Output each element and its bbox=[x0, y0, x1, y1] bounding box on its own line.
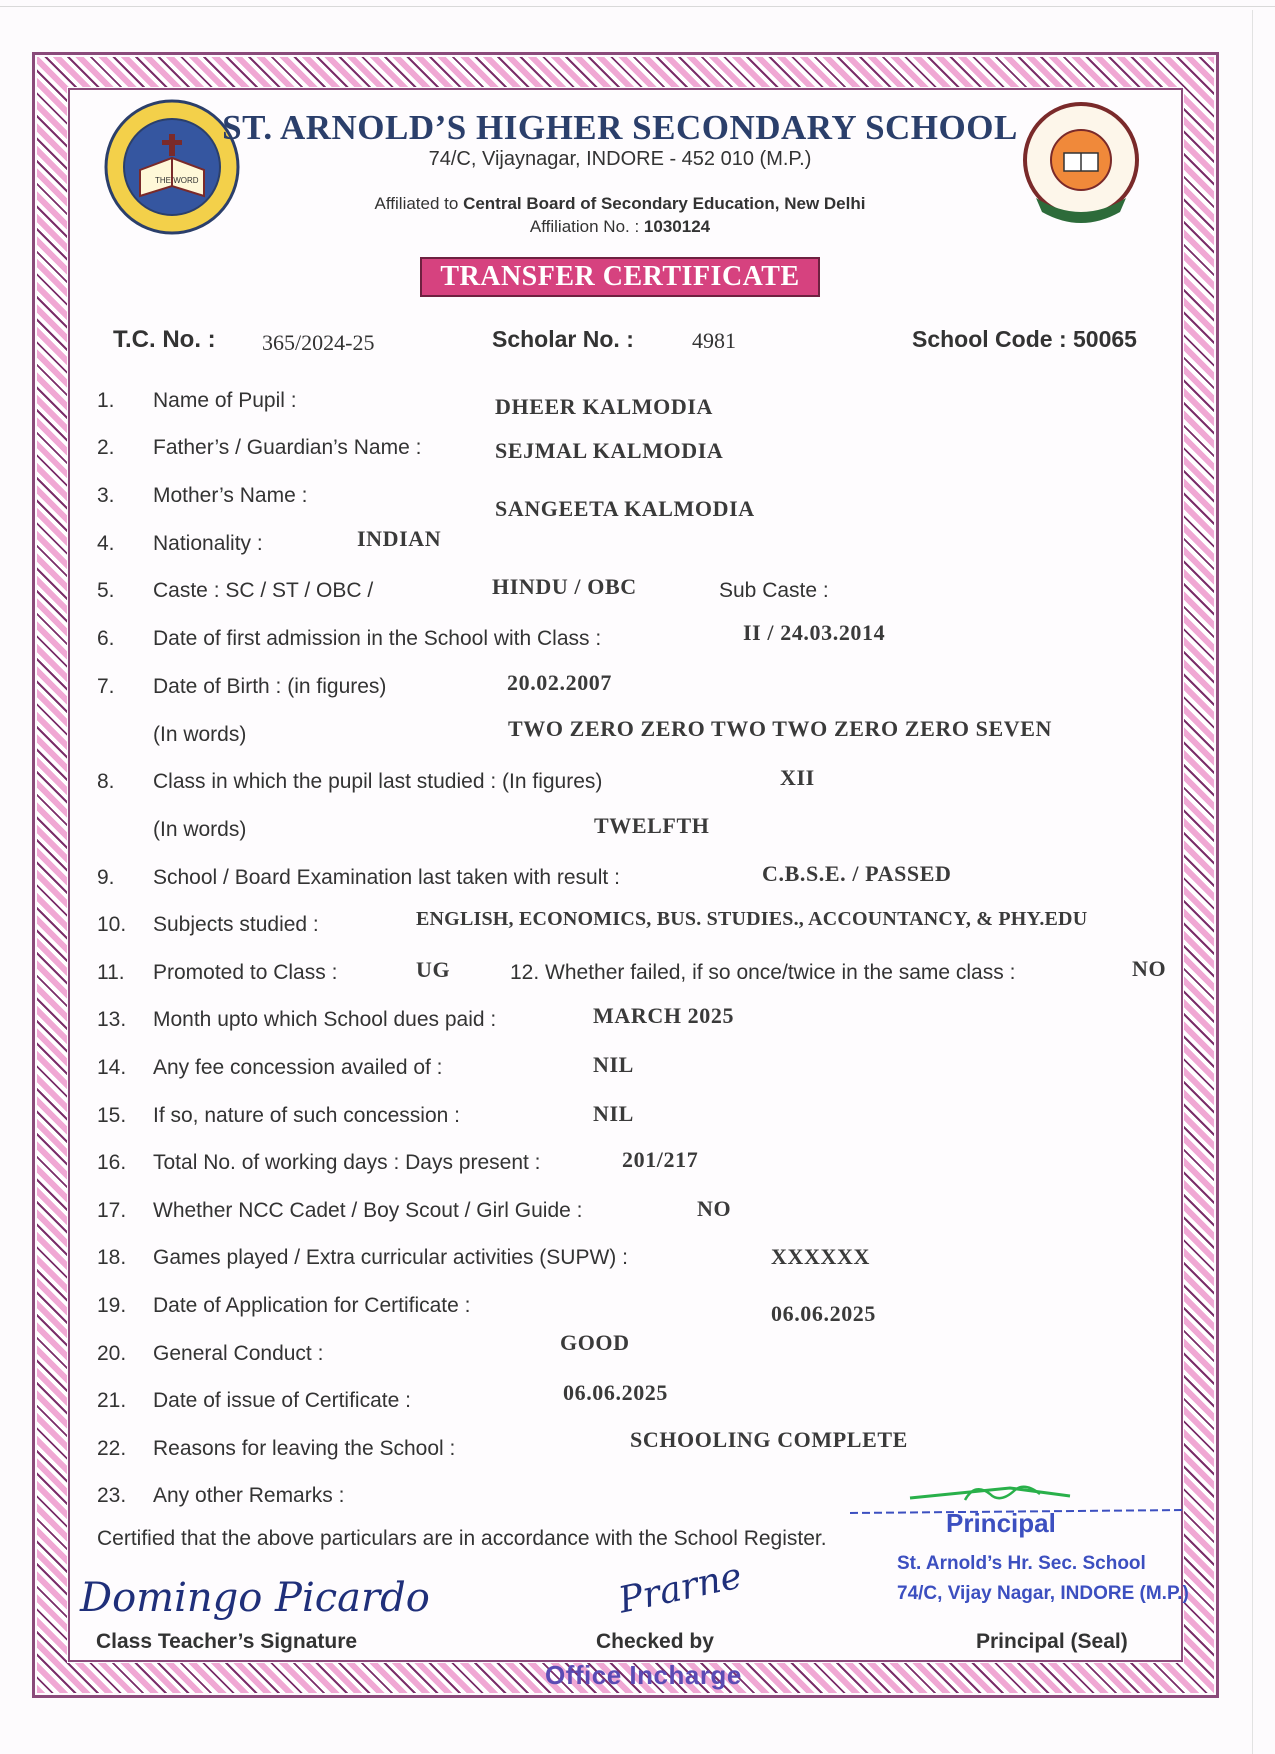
field-number: 15. bbox=[97, 1104, 127, 1127]
field-number: 16. bbox=[97, 1151, 127, 1174]
field-label: Nationality : bbox=[153, 532, 263, 555]
field-number: 4. bbox=[97, 532, 115, 555]
field-value: SANGEETA KALMODIA bbox=[495, 496, 755, 521]
field-number: 8. bbox=[97, 770, 115, 793]
tc-no-label: T.C. No. : bbox=[113, 326, 216, 353]
field-value: II / 24.03.2014 bbox=[743, 620, 886, 645]
field-value: UG bbox=[416, 957, 451, 982]
field-number: 23. bbox=[97, 1484, 127, 1507]
field-value: 06.06.2025 bbox=[563, 1380, 668, 1405]
field-label: (In words) bbox=[153, 818, 247, 841]
school-name: ST. ARNOLD’S HIGHER SECONDARY SCHOOL bbox=[222, 108, 1018, 147]
field-label: Date of Birth : (in figures) bbox=[153, 675, 387, 698]
field-row bbox=[0, 1003, 1240, 1038]
field-row bbox=[0, 670, 1240, 705]
field-number: 11. bbox=[97, 961, 125, 984]
scholar-no-value: 4981 bbox=[692, 328, 736, 353]
field-row bbox=[0, 620, 1240, 657]
field-row bbox=[0, 765, 1240, 800]
failed-question-label: 12. Whether failed, if so once/twice in the same class : bbox=[510, 961, 1016, 984]
school-address: 74/C, Vijaynagar, INDORE - 452 010 (M.P.) bbox=[428, 148, 812, 170]
field-row bbox=[0, 1147, 1240, 1181]
checked-by-label: Checked by bbox=[596, 1630, 714, 1653]
field-label: Date of issue of Certificate : bbox=[153, 1389, 411, 1412]
field-row bbox=[0, 1196, 1240, 1229]
field-label: General Conduct : bbox=[153, 1342, 324, 1365]
field-row bbox=[0, 1294, 1240, 1324]
field-value: NO bbox=[697, 1196, 732, 1221]
field-label: Month upto which School dues paid : bbox=[153, 1008, 497, 1031]
principal-stamp-address: 74/C, Vijay Nagar, INDORE (M.P.) bbox=[897, 1583, 1189, 1604]
field-row bbox=[0, 574, 1240, 609]
field-number: 20. bbox=[97, 1342, 127, 1365]
field-label: Caste : SC / ST / OBC / bbox=[153, 579, 374, 602]
field-value: XXXXXX bbox=[771, 1244, 870, 1269]
field-label: Any other Remarks : bbox=[153, 1484, 345, 1507]
field-row bbox=[0, 1427, 1240, 1467]
field-value: 201/217 bbox=[622, 1147, 699, 1172]
field-number: 19. bbox=[97, 1294, 127, 1317]
certificate-title: TRANSFER CERTIFICATE bbox=[420, 257, 820, 297]
field-label: (In words) bbox=[153, 723, 247, 746]
field-label: Promoted to Class : bbox=[153, 961, 338, 984]
field-value: NIL bbox=[593, 1101, 634, 1126]
field-value: 06.06.2025 bbox=[771, 1301, 876, 1326]
field-row bbox=[0, 716, 1240, 753]
field-row bbox=[0, 908, 1240, 943]
field-number: 7. bbox=[97, 675, 115, 698]
field-label: Games played / Extra curricular activities (SUPW) : bbox=[153, 1246, 628, 1269]
principal-seal-label: Principal (Seal) bbox=[976, 1630, 1128, 1653]
affiliated-board: Central Board of Secondary Education, New Delhi bbox=[463, 194, 866, 213]
field-row bbox=[0, 1246, 1240, 1276]
failed-question-value: NO bbox=[1132, 956, 1167, 981]
sub-caste-label: Sub Caste : bbox=[719, 579, 829, 602]
field-value: NIL bbox=[593, 1052, 634, 1077]
field-value: SCHOOLING COMPLETE bbox=[630, 1427, 908, 1452]
field-row bbox=[0, 1330, 1240, 1372]
field-row bbox=[0, 436, 1240, 466]
field-label: Mother’s Name : bbox=[153, 484, 308, 507]
field-row bbox=[0, 813, 1240, 848]
field-number: 13. bbox=[97, 1008, 127, 1031]
field-number: 10. bbox=[97, 913, 127, 936]
field-number: 17. bbox=[97, 1199, 127, 1222]
field-row bbox=[0, 389, 1240, 419]
field-label: Total No. of working days : Days present : bbox=[153, 1151, 541, 1174]
field-label: Class in which the pupil last studied : (In figures) bbox=[153, 770, 603, 793]
field-row bbox=[0, 526, 1240, 562]
field-value: INDIAN bbox=[357, 526, 442, 551]
principal-stamp-title: Principal bbox=[946, 1508, 1056, 1538]
field-label: Any fee concession availed of : bbox=[153, 1056, 443, 1079]
field-number: 14. bbox=[97, 1056, 127, 1079]
field-label: Whether NCC Cadet / Boy Scout / Girl Guide : bbox=[153, 1199, 583, 1222]
field-label: Name of Pupil : bbox=[153, 389, 297, 412]
field-label: Father’s / Guardian’s Name : bbox=[153, 436, 422, 459]
affiliation-number-line bbox=[0, 217, 1240, 237]
affiliation-line bbox=[0, 194, 1240, 214]
field-number: 9. bbox=[97, 866, 115, 889]
field-row bbox=[0, 1380, 1240, 1419]
field-value: C.B.S.E. / PASSED bbox=[762, 861, 952, 886]
field-label: School / Board Examination last taken with result : bbox=[153, 866, 620, 889]
office-incharge-stamp: Office Incharge bbox=[545, 1660, 742, 1690]
field-value: 20.02.2007 bbox=[507, 670, 612, 695]
school-code: School Code : 50065 bbox=[912, 326, 1137, 352]
scan-edge-right bbox=[1252, 10, 1253, 1754]
tc-no-value: 365/2024-25 bbox=[262, 330, 375, 355]
scan-edge-top bbox=[0, 6, 1275, 7]
field-number: 1. bbox=[97, 389, 115, 412]
checked-by-signature: Prarne bbox=[615, 1555, 746, 1622]
field-number: 18. bbox=[97, 1246, 127, 1269]
field-number: 3. bbox=[97, 484, 115, 507]
field-row bbox=[0, 1101, 1240, 1134]
field-value: TWELFTH bbox=[594, 813, 710, 838]
field-number: 5. bbox=[97, 579, 115, 602]
scholar-no-label: Scholar No. : bbox=[492, 326, 634, 352]
affiliated-prefix: Affiliated to bbox=[374, 194, 464, 213]
seal-book-text: THE WORD bbox=[155, 176, 199, 185]
field-label: If so, nature of such concession : bbox=[153, 1104, 461, 1127]
class-teacher-signature: Domingo Picardo bbox=[80, 1575, 430, 1621]
field-label: Date of Application for Certificate : bbox=[153, 1294, 471, 1317]
field-value: ENGLISH, ECONOMICS, BUS. STUDIES., ACCOUNTANCY, & PHY.EDU bbox=[416, 908, 1088, 930]
affiliation-no: 1030124 bbox=[643, 217, 711, 236]
field-label: Reasons for leaving the School : bbox=[153, 1437, 456, 1460]
field-number: 21. bbox=[97, 1389, 127, 1412]
field-label: Subjects studied : bbox=[153, 913, 319, 936]
field-row bbox=[0, 1052, 1240, 1086]
field-value: SEJMAL KALMODIA bbox=[495, 438, 724, 463]
field-number: 2. bbox=[97, 436, 115, 459]
field-number: 22. bbox=[97, 1437, 127, 1460]
class-teacher-label: Class Teacher’s Signature bbox=[96, 1630, 358, 1653]
field-number: 6. bbox=[97, 627, 115, 650]
field-row bbox=[0, 484, 1240, 521]
field-value: TWO ZERO ZERO TWO TWO ZERO ZERO SEVEN bbox=[508, 716, 1053, 741]
certification-statement: Certified that the above particulars are in accordance with the School Register. bbox=[97, 1527, 827, 1550]
field-value: DHEER KALMODIA bbox=[495, 394, 714, 419]
field-row bbox=[0, 861, 1240, 896]
field-value: XII bbox=[780, 765, 815, 790]
field-value: HINDU / OBC bbox=[492, 574, 637, 599]
field-row bbox=[0, 956, 1240, 991]
field-value: MARCH 2025 bbox=[593, 1003, 735, 1028]
field-label: Date of first admission in the School with Class : bbox=[153, 627, 602, 650]
affiliation-no-label: Affiliation No. : bbox=[529, 217, 644, 236]
field-value: GOOD bbox=[560, 1330, 630, 1355]
principal-stamp-school: St. Arnold’s Hr. Sec. School bbox=[897, 1553, 1146, 1574]
